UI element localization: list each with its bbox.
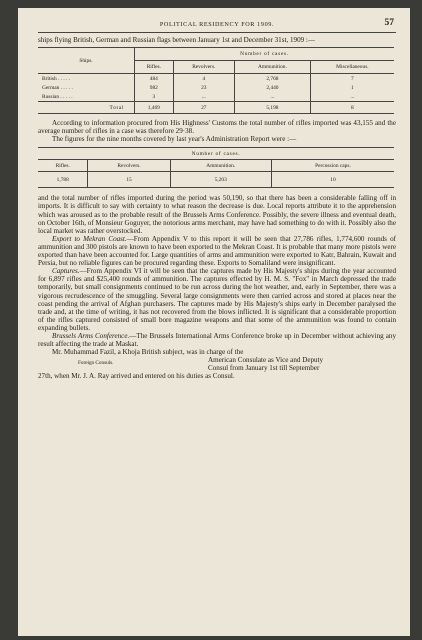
brussels-heading: Brussels Arms Conference. [52,331,130,340]
foreign-consuls-section [38,348,396,380]
percussion-caps-column-header: Percussion caps. [271,160,394,172]
imports-paragraph: and the total number of rifles imported during the period was 50,190, so that there has been a considerable falling off in imports. It is difficult to say with certainty to what reason the decrease is due. Local reports attribute it to the apprehension which was aroused as to the probable result of the Brussels Arms Conference. Possibly, the severe illness and eventual death, on October 16th, of Monsieur Goguyer, the notorious arms merchant, may have had something to do with it. Possibly also the local market was rather overstocked. [38,194,396,235]
table-cell: 2,768 [235,74,311,84]
rifles-column-header: Rifles. [38,160,88,172]
previous-year-table [38,147,394,188]
miscellaneous-column-header: Miscellaneous. [310,61,394,74]
table-cell: 3 [135,92,174,102]
running-head [38,18,396,33]
row-label: British . . . . . [42,75,71,82]
table-cell: 2,440 [235,83,311,92]
table-row [38,83,394,92]
table-cell: 5,203 [170,172,271,188]
revolvers-column-header: Revolvers. [173,61,234,74]
customs-paragraph: According to information procured from His Highness' Customs the total number of rifles imported was 43,155 and the average number of rifles in a case was therefore 29·38. [38,119,396,136]
table-cell: ... [235,92,311,102]
captures-paragraph [38,267,396,332]
table-cell: 4 [173,74,234,84]
consul-line: American Consulate as Vice and Deputy [208,356,324,365]
table-row [38,74,394,84]
table-cell: 15 [88,172,170,188]
table-cell: 27 [173,102,234,114]
row-label: Russian . . . . . [42,93,73,100]
table-cell: 1,469 [135,102,174,114]
table-row [38,92,394,102]
brussels-paragraph [38,332,396,348]
running-title: POLITICAL RESIDENCY FOR 1909. [159,21,275,28]
table-cell: ... [173,92,234,102]
table-cell: 8 [310,102,394,114]
consul-line: Mr. Muhammad Fazil, a Khoja British subject, was in charge of the [52,348,244,357]
ammunition-column-header: Ammunition. [170,160,271,172]
export-heading: Export to Mekran Coast. [52,234,127,243]
cases-group-header: Number of cases. [135,48,395,61]
export-paragraph [38,235,396,267]
table-cell: 1,788 [38,172,88,188]
rifles-column-header: Rifles. [135,61,174,74]
ammunition-column-header: Ammunition. [235,61,311,74]
captures-heading: Captures. [52,267,80,276]
captures-text: —From Appendix VI it will be seen that the captures made by His Majesty's ships during the year accounted for 6,897 rifles and $25,400 rounds of ammunition. The captures effected by H. M. S. "Fox" in March depressed the trade temporarily, but small consignments continued to be run across during the hot weather, and, early in September, there was a vigorous recrudescence of the smuggling. Several large consignments were then carried across and stored at places near the coast pending the arrival of Afghan purchasers. The captures made by His Majesty's ships early in December paralysed the trade and, at the time of writing, it has not recovered from the blows inflicted. It is significant that a considerable proportion of the rifles captured consisted of small bore magazine weapons and that some of the ammunition was found to contain expanding bullets. [38,267,396,332]
revolvers-column-header: Revolvers. [88,160,170,172]
ships-column-header: Ships. [38,48,135,74]
consul-line: Consul from January 1st till September [208,364,320,373]
cases-group-header: Number of cases. [38,148,394,160]
page-number: 57 [384,18,394,28]
table-cell: 10 [271,172,394,188]
row-label: German . . . . . [42,84,73,91]
table-cell: 23 [173,83,234,92]
export-text: —From Appendix V to this report it will be seen that 27,786 rifles, 1,774,600 rounds of ammunition and 300 pistols are known to have been exported to the Mekran Coast. It is probable that many more pistols were exported than have been accounted for. Large quantities of arms and ammunition were exported to Katr, Bahrain, Kuwait and Persia, but no reliable figures can be procured regarding these. Exports to Somaliland were insignificant. [38,234,396,268]
consul-line: 27th, when Mr. J. A. Ray arrived and entered on his duties as Consul. [38,372,235,381]
total-label: Total [38,102,135,114]
intro-paragraph: ships flying British, German and Russian flags between January 1st and December 31st, 1909 :— [38,36,315,44]
table-row [38,172,394,188]
ships-arms-table [38,47,394,114]
table-cell: 7 [310,74,394,84]
brussels-text: —The Brussels International Arms Conference broke up in December without achieving any result affecting the trade at Maskat. [38,331,396,349]
side-heading: Foreign Consuls. [78,360,114,367]
table-cell: 5,198 [235,102,311,114]
previous-report-paragraph: The figures for the nine months covered by last year's Administration Report were :— [52,135,297,144]
table-cell: 1 [310,83,394,92]
table-cell: 484 [135,74,174,84]
table-cell: ... [310,92,394,102]
document-page [18,8,410,636]
table-cell: 982 [135,83,174,92]
total-row [38,102,394,114]
